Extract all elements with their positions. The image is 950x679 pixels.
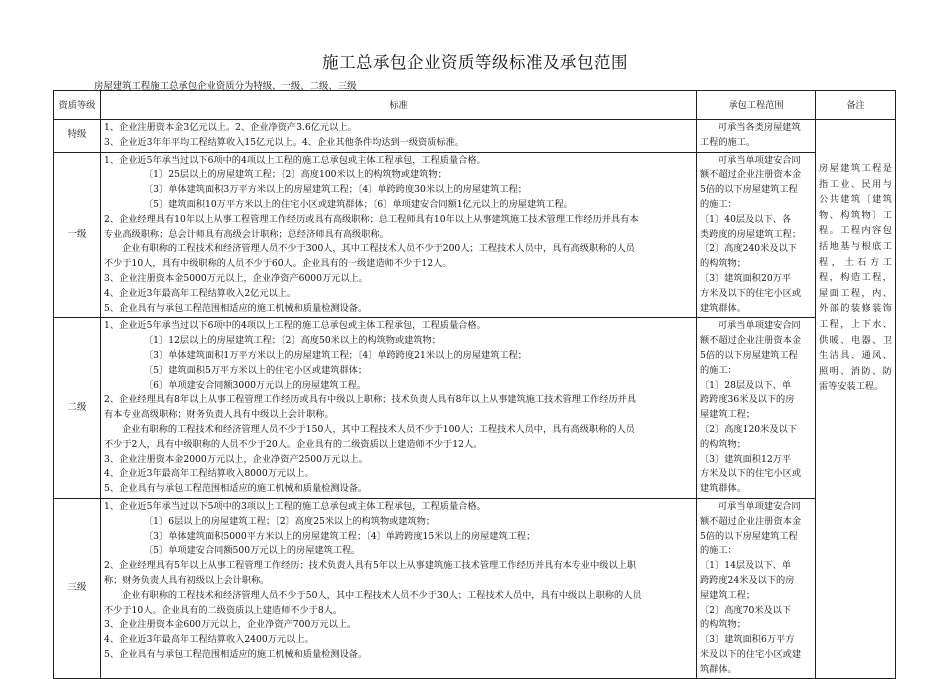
scope-line: 的施工： <box>700 364 737 376</box>
scope-line: 5倍的以下房屋建筑工程 <box>700 530 798 542</box>
scope-line: 的构筑物； <box>700 619 746 631</box>
standard-line: 4、企业近3年最高年工程结算收入2亿元以上。 <box>104 287 297 299</box>
table-row-grade-1 <box>54 152 896 318</box>
scope-line: 〔2〕高度120米及以下 <box>700 423 797 435</box>
standard-line: 企业有职称的工程技术和经济管理人员不少于50人，其中工程技术人员不少于30人；工程技术人员中，具有中级以上职称的人员 <box>122 589 642 601</box>
standard-line: 不少于2人，具有中级职称的人员不少于20人。企业具有的二级资质以上建造师不少于12人。 <box>104 438 483 450</box>
standard-line: 〔1〕12层以上的房屋建筑工程；〔2〕高度50米以上的构筑物或建筑物； <box>144 335 441 347</box>
standard-line: 3、企业注册资本金600万元以上，企业净资产700万元以上。 <box>104 619 357 631</box>
scope-line: 工程的施工。 <box>700 136 756 148</box>
standard-line: 〔6〕单项建安合同额3000万元以上的房屋建筑工程。 <box>144 379 367 391</box>
standard-cell <box>101 152 697 318</box>
standard-line: 4、企业近3年最高年工程结算收入8000万元以上。 <box>104 468 314 480</box>
standard-line: 5、企业具有与承包工程范围相适应的施工机械和质量检测设备。 <box>104 302 368 314</box>
scope-cell <box>697 120 816 153</box>
qualification-table <box>53 90 896 679</box>
note-cell <box>816 120 896 679</box>
scope-line: 5倍的以下房屋建筑工程 <box>700 349 798 361</box>
table-row-special-grade <box>54 120 896 153</box>
scope-line: 可承当各类房屋建筑 <box>718 122 801 133</box>
standard-line: 2、企业经理具有8年以上从事工程管理工作经历或具有中级以上职称；技术负责人具有8年以上从事建筑施工技术管理工作经历并具 <box>104 394 637 406</box>
scope-line: 屋建筑工程； <box>700 409 756 421</box>
scope-line: 额不超过企业注册资本金 <box>700 335 802 347</box>
standard-line: 2、企业经理具有10年以上从事工程管理工作经历或具有高级职称；总工程师具有10年以上从事建筑施工技术管理工作经历并具有本 <box>104 213 639 225</box>
standard-line: 1、企业近5年承当过以下6项中的4项以上工程的施工总承包或主体工程承包，工程质量合格。 <box>104 154 486 166</box>
scope-line: 〔1〕40层及以下、各 <box>700 213 792 225</box>
header-note: 备注 <box>816 91 896 120</box>
standard-line: 〔3〕单体建筑面积3万平方米以上的房屋建筑工程；〔4〕单跨跨度30米以上的房屋建筑工程； <box>144 184 527 196</box>
standard-line: 1、企业注册资本金3亿元以上。2、企业净资产3.6亿元以上。 <box>104 122 357 133</box>
standard-line: 〔1〕25层以上的房屋建筑工程；〔2〕高度100米以上的构筑物或建筑物； <box>144 169 447 181</box>
standard-cell <box>101 498 697 679</box>
table-header-row <box>54 91 896 120</box>
header-standard: 标准 <box>101 91 697 120</box>
standard-line: 〔5〕建筑面积10万平方米以上的住宅小区或建筑群体；〔6〕单项建安合同额1亿元以上的房屋建筑工程。 <box>144 198 573 210</box>
scope-cell <box>697 498 816 679</box>
scope-line: 类跨度的房屋建筑工程； <box>700 228 802 240</box>
standard-line: 企业有职称的工程技术和经济管理人员不少于150人，其中工程技术人员不少于100人；工程技术人员中，具有高级职称的人员 <box>122 423 635 435</box>
standard-line: 不少于10人，具有中级职称的人员不少于60人。企业具有的一级建造师不少于12人。 <box>104 258 452 270</box>
scope-cell <box>697 152 816 318</box>
grade-cell: 三级 <box>54 498 101 679</box>
scope-line: 跨跨度24米及以下的房 <box>700 574 795 586</box>
grade-cell: 二级 <box>54 318 101 499</box>
standard-line: 4、企业近3年最高年工程结算收入2400万元以上。 <box>104 634 314 646</box>
scope-line: 〔1〕14层及以下、单 <box>700 560 792 572</box>
scope-line: 5倍的以下房屋建筑工程 <box>700 184 798 196</box>
standard-line: 〔5〕单项建安合同额500万元以上的房屋建筑工程。 <box>144 545 361 557</box>
document-title: 施工总承包企业资质等级标准及承包范围 <box>322 53 628 72</box>
standard-cell <box>101 318 697 499</box>
scope-line: 建筑群体。 <box>700 483 746 495</box>
scope-line: 屋建筑工程； <box>700 589 756 601</box>
standard-line: 〔3〕单体建筑面积5000平方米以上的房屋建筑工程；〔4〕单跨跨度15米以上的房屋建筑工程； <box>144 530 536 542</box>
standard-line: 有本专业高级职称；财务负责人具有中级以上会计职称。 <box>104 409 334 421</box>
scope-line: 〔2〕高度70米及以下 <box>700 604 792 616</box>
table-row-grade-2 <box>54 318 896 499</box>
scope-line: 〔3〕建筑面积12万平 <box>700 453 792 465</box>
scope-line: 的构筑物； <box>700 438 746 450</box>
standard-line: 3、企业注册资本金5000万元以上，企业净资产6000万元以上。 <box>104 272 368 284</box>
document-subtitle: 房屋建筑工程施工总承包企业资质分为特级、一级、二级、三级 <box>94 81 357 92</box>
standard-line: 5、企业具有与承包工程范围相适应的施工机械和质量检测设备。 <box>104 483 368 495</box>
standard-line: 不少于10人。企业具有的二级资质以上建造师不少于8人。 <box>104 604 343 616</box>
scope-line: 的施工： <box>700 198 737 210</box>
scope-line: 可承当单项建安合同 <box>718 320 801 332</box>
header-scope: 承包工程范围 <box>697 91 816 120</box>
scope-line: 〔1〕28层及以下、单 <box>700 379 792 391</box>
standard-line: 〔1〕6层以上的房屋建筑工程；〔2〕高度25米以上的构筑物或建筑物； <box>144 515 436 527</box>
standard-line: 3、企业注册资本金2000万元以上，企业净资产2500万元以上。 <box>104 453 368 465</box>
scope-line: 建筑群体。 <box>700 302 746 314</box>
standard-line: 5、企业具有与承包工程范围相适应的施工机械和质量检测设备。 <box>104 648 368 660</box>
scope-cell <box>697 318 816 499</box>
scope-line: 〔3〕建筑面积20万平 <box>700 272 792 284</box>
note-text: 房屋建筑工程是指工业、民用与公共建筑〔建筑物、构筑物〕工程。工程内容包括地基与根底工程，土石方工程，构造工程，屋面工程，内、外部的装修装饰工程，上下水、供暖、电器、卫生洁具、通风、照明、消防、防雷等安装工程。 <box>819 163 892 393</box>
scope-line: 可承当单项建安合同 <box>718 154 801 166</box>
standard-cell <box>101 120 697 153</box>
scope-line: 〔3〕建筑面积6万平方 <box>700 634 795 646</box>
grade-cell: 一级 <box>54 152 101 318</box>
scope-line: 方米及以下的住宅小区或 <box>700 468 802 480</box>
scope-line: 筑群体。 <box>700 663 737 675</box>
header-grade: 资质等级 <box>54 91 101 120</box>
standard-line: 3、企业近3年年平均工程结算收入15亿元以上。4、企业其他条件均达到一级资质标准。 <box>104 136 464 148</box>
scope-line: 额不超过企业注册资本金 <box>700 515 802 527</box>
scope-line: 可承当单项建安合同 <box>718 500 801 512</box>
scope-line: 方米及以下的住宅小区或 <box>700 287 802 299</box>
scope-line: 的构筑物； <box>700 258 746 270</box>
standard-line: 〔3〕单体建筑面积1万平方米以上的房屋建筑工程；〔4〕单跨跨度21米以上的房屋建筑工程； <box>144 349 527 361</box>
scope-line: 米及以下的住宅小区或建 <box>700 648 802 660</box>
grade-cell: 特级 <box>54 120 101 153</box>
scope-line: 的施工： <box>700 545 737 557</box>
table-row-grade-3 <box>54 498 896 679</box>
standard-line: 称；财务负责人具有初级以上会计职称。 <box>104 574 270 586</box>
scope-line: 〔2〕高度240米及以下 <box>700 243 797 255</box>
standard-line: 〔5〕建筑面积5万平方米以上的住宅小区或建筑群体； <box>144 364 368 376</box>
scope-line: 跨跨度36米及以下的房 <box>700 394 795 406</box>
standard-line: 专业高级职称；总会计师具有高级会计职称；总经济师具有高级职称。 <box>104 228 389 240</box>
standard-line: 企业有职称的工程技术和经济管理人员不少于300人，其中工程技术人员不少于200人；工程技术人员中，具有高级职称的人员 <box>122 243 635 255</box>
standard-line: 1、企业近5年承当过以下5项中的3项以上工程的施工总承包或主体工程承包，工程质量合格。 <box>104 500 486 512</box>
standard-line: 1、企业近5年承当过以下6项中的4项以上工程的施工总承包或主体工程承包，工程质量合格。 <box>104 320 486 332</box>
standard-line: 2、企业经理具有5年以上从事工程管理工作经历；技术负责人具有5年以上从事建筑施工技术管理工作经历并具有本专业中级以上职 <box>104 560 637 572</box>
scope-line: 额不超过企业注册资本金 <box>700 169 802 181</box>
